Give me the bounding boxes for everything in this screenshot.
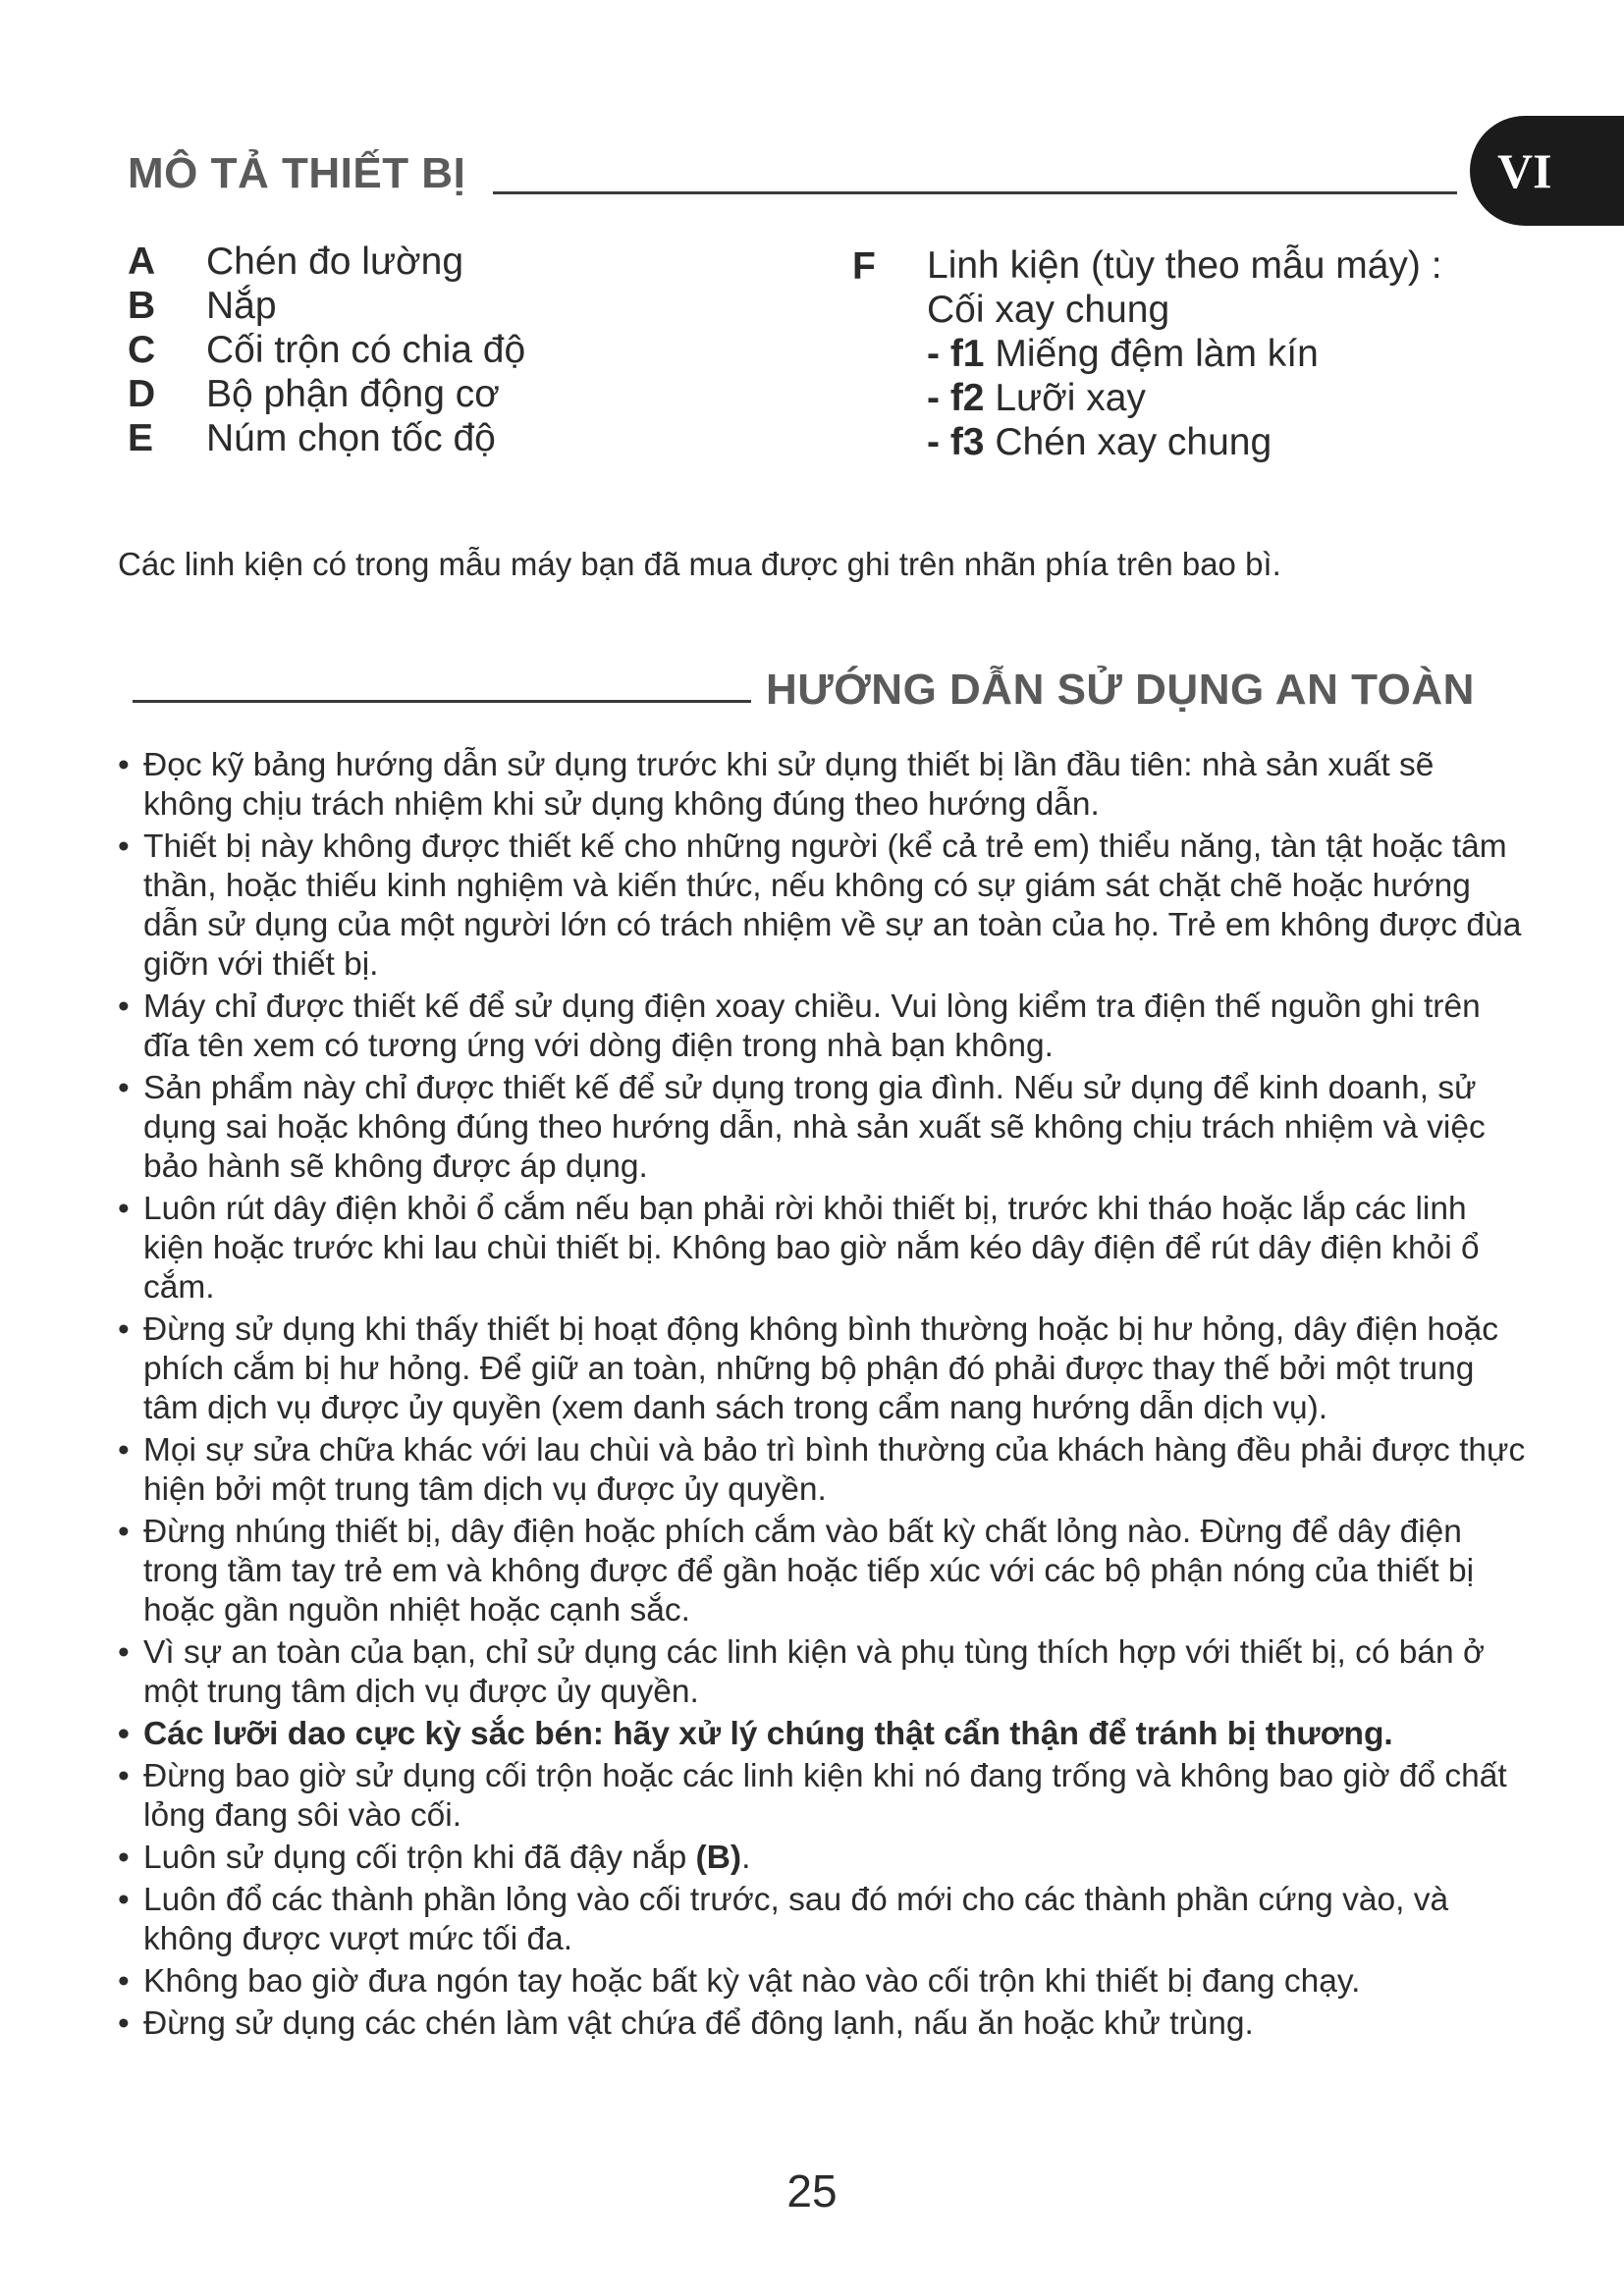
- part-letter: C: [128, 329, 156, 371]
- part-label: Chén xay chung: [984, 421, 1272, 463]
- safety-title-rule: [133, 700, 751, 703]
- list-item: • Sản phẩm này chỉ được thiết kế để sử dụng trong gia đình. Nếu sử dụng để kinh doanh, sử dụng sai hoặc không đúng theo hướng dẫn, nhà sản xuất sẽ không chịu trách nhiệm và việc bảo hành sẽ không được áp dụng.: [118, 1069, 1532, 1187]
- part-label: Bộ phận động cơ: [206, 373, 500, 415]
- part-f-letter: F: [852, 245, 876, 288]
- section-title-device-description: MÔ TẢ THIẾT BỊ: [128, 149, 466, 197]
- list-item: • Đọc kỹ bảng hướng dẫn sử dụng trước khi sử dụng thiết bị lần đầu tiên: nhà sản xuất sẽ không chịu trách nhiệm khi sử dụng không đúng theo hướng dẫn.: [118, 746, 1532, 825]
- part-d: [128, 372, 525, 416]
- part-f-title: Linh kiện (tùy theo mẫu máy) :: [927, 244, 1442, 287]
- part-a: [128, 240, 525, 284]
- list-item: • Đừng sử dụng khi thấy thiết bị hoạt động không bình thường hoặc bị hư hỏng, dây điện hoặc phích cắm bị hư hỏng. Để giữ an toàn, những bộ phận đó phải được thay thế bởi một trung tâm dịch vụ được ủy quyền (xem danh sách trong cẩm nang hướng dẫn dịch vụ).: [118, 1310, 1532, 1428]
- part-f1: [927, 332, 1442, 376]
- list-item: • Đừng nhúng thiết bị, dây điện hoặc phích cắm vào bất kỳ chất lỏng nào. Đừng để dây điện trong tầm tay trẻ em và không được để gần hoặc tiếp xúc với các bộ phận nóng của thiết bị hoặc gần nguồn nhiệt hoặc cạnh sắc.: [118, 1513, 1532, 1630]
- list-item-text: Luôn sử dụng cối trộn khi đã đậy nắp: [143, 1840, 696, 1876]
- list-item: • Đừng sử dụng các chén làm vật chứa để đông lạnh, nấu ăn hoặc khử trùng.: [118, 2004, 1532, 2044]
- list-item: • Đừng bao giờ sử dụng cối trộn hoặc các linh kiện khi nó đang trống và không bao giờ đổ chất lỏng đang sôi vào cối.: [118, 1757, 1532, 1836]
- list-item: • Mọi sự sửa chữa khác với lau chùi và bảo trì bình thường của khách hàng đều phải được thực hiện bởi một trung tâm dịch vụ được ủy quyền.: [118, 1431, 1532, 1510]
- list-item-warning: • Các lưỡi dao cực kỳ sắc bén: hãy xử lý chúng thật cẩn thận để tránh bị thương.: [118, 1715, 1532, 1754]
- part-label: Nắp: [206, 285, 277, 327]
- part-e: [128, 416, 525, 460]
- list-item: • Không bao giờ đưa ngón tay hoặc bất kỳ vật nào vào cối trộn khi thiết bị đang chạy.: [118, 1962, 1532, 2002]
- part-letter: A: [128, 240, 156, 283]
- list-item: • Thiết bị này không được thiết kế cho những người (kể cả trẻ em) thiểu năng, tàn tật hoặc tâm thần, hoặc thiếu kinh nghiệm và kiến thức, nếu không có sự giám sát chặt chẽ hoặc hướng dẫn sử dụng của một người lớn có trách nhiệm về sự an toàn của họ. Trẻ em không được đùa giỡn với thiết bị.: [118, 828, 1532, 985]
- part-code: - f2: [927, 377, 985, 419]
- part-f-details: [927, 243, 1442, 464]
- list-item: • Vì sự an toàn của bạn, chỉ sử dụng các linh kiện và phụ tùng thích hợp với thiết bị, có bán ở một trung tâm dịch vụ được ủy quyền.: [118, 1633, 1532, 1712]
- safety-instructions-list: [118, 746, 1532, 2047]
- part-reference: (B): [695, 1840, 742, 1876]
- part-b: [128, 284, 525, 328]
- part-label: Miếng đệm làm kín: [984, 333, 1319, 375]
- title-rule: [493, 191, 1457, 194]
- part-f2: [927, 376, 1442, 420]
- list-item: • Luôn đổ các thành phần lỏng vào cối trước, sau đó mới cho các thành phần cứng vào, và không được vượt mức tối đa.: [118, 1881, 1532, 1959]
- part-label: Chén đo lường: [206, 240, 464, 283]
- part-code: - f3: [927, 421, 985, 463]
- list-item: • Luôn rút dây điện khỏi ổ cắm nếu bạn phải rời khỏi thiết bị, trước khi tháo hoặc lắp các linh kiện hoặc trước khi lau chùi thiết bị. Không bao giờ nắm kéo dây điện để rút dây điện khỏi ổ cắm.: [118, 1190, 1532, 1308]
- part-label: Lưỡi xay: [984, 377, 1146, 419]
- part-letter: D: [128, 373, 156, 415]
- list-item-text-end: .: [741, 1840, 751, 1876]
- part-label: Núm chọn tốc độ: [206, 417, 496, 459]
- part-letter: E: [128, 417, 154, 459]
- part-letter: B: [128, 285, 156, 327]
- page-number: 25: [786, 2165, 838, 2216]
- part-c: [128, 328, 525, 372]
- section-title-safety: HƯỚNG DẪN SỬ DỤNG AN TOÀN: [766, 666, 1475, 714]
- language-tab: VI: [1470, 116, 1624, 226]
- parts-list: [128, 240, 525, 460]
- part-f3: [927, 420, 1442, 464]
- part-code: - f1: [927, 333, 985, 375]
- part-f-subtitle: Cối xay chung: [927, 289, 1170, 331]
- list-item: [118, 1839, 1532, 1878]
- accessories-note: Các linh kiện có trong mẫu máy bạn đã mua được ghi trên nhãn phía trên bao bì.: [118, 546, 1281, 582]
- part-label: Cối trộn có chia độ: [206, 329, 526, 371]
- list-item: • Máy chỉ được thiết kế để sử dụng điện xoay chiều. Vui lòng kiểm tra điện thế nguồn ghi trên đĩa tên xem có tương ứng với dòng điện trong nhà bạn không.: [118, 988, 1532, 1066]
